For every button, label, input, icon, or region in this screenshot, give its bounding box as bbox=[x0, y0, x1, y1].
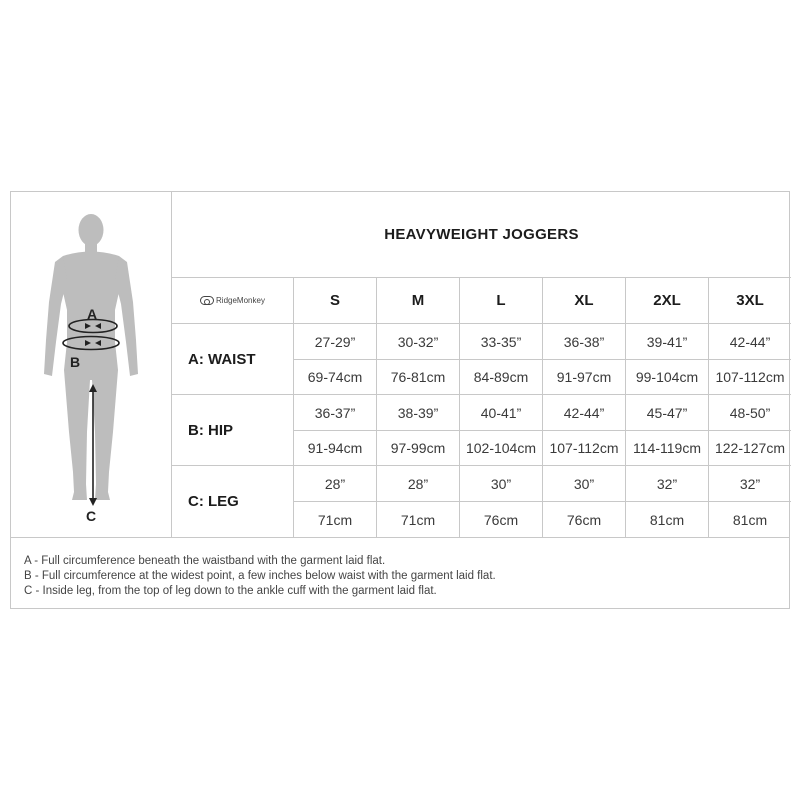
brand-logo bbox=[200, 296, 265, 305]
waist-inches-xl: 36-38” bbox=[543, 324, 626, 360]
hip-cm-2xl: 114-119cm bbox=[626, 431, 709, 466]
size-table-area bbox=[172, 192, 791, 537]
body-figure bbox=[11, 192, 172, 537]
hip-inches-s: 36-37” bbox=[294, 395, 377, 431]
size-header-3xl: 3XL bbox=[709, 278, 791, 324]
hip-inches-m: 38-39” bbox=[377, 395, 460, 431]
leg-cm-m: 71cm bbox=[377, 502, 460, 537]
row-label-waist: A: WAIST bbox=[172, 324, 294, 395]
body-figure-panel bbox=[11, 192, 172, 537]
size-header-xl: XL bbox=[543, 278, 626, 324]
waist-cm-s: 69-74cm bbox=[294, 360, 377, 395]
hip-cm-s: 91-94cm bbox=[294, 431, 377, 466]
leg-cm-s: 71cm bbox=[294, 502, 377, 537]
row-label-leg: C: LEG bbox=[172, 466, 294, 537]
leg-inches-l: 30” bbox=[460, 466, 543, 502]
leg-inches-2xl: 32” bbox=[626, 466, 709, 502]
waist-inches-2xl: 39-41” bbox=[626, 324, 709, 360]
waist-cm-m: 76-81cm bbox=[377, 360, 460, 395]
brand-logo-cell bbox=[172, 278, 294, 324]
hip-cm-3xl: 122-127cm bbox=[709, 431, 791, 466]
label-a: A bbox=[86, 306, 98, 322]
measurement-notes bbox=[11, 537, 789, 609]
hip-inches-l: 40-41” bbox=[460, 395, 543, 431]
size-header-m: M bbox=[377, 278, 460, 324]
hip-cm-m: 97-99cm bbox=[377, 431, 460, 466]
waist-inches-s: 27-29” bbox=[294, 324, 377, 360]
waist-cm-3xl: 107-112cm bbox=[709, 360, 791, 395]
label-c: C bbox=[85, 508, 97, 524]
size-table bbox=[172, 278, 791, 537]
hip-inches-3xl: 48-50” bbox=[709, 395, 791, 431]
note-leg: C - Inside leg, from the top of leg down to the ankle cuff with the garment laid flat. bbox=[24, 585, 437, 597]
ridgemonkey-logo-icon bbox=[200, 296, 214, 305]
note-waist: A - Full circumference beneath the waistband with the garment laid flat. bbox=[24, 555, 386, 567]
leg-cm-l: 76cm bbox=[460, 502, 543, 537]
leg-cm-2xl: 81cm bbox=[626, 502, 709, 537]
note-hip: B - Full circumference at the widest point, a few inches below waist with the garment laid flat. bbox=[24, 570, 496, 582]
hip-inches-2xl: 45-47” bbox=[626, 395, 709, 431]
waist-inches-l: 33-35” bbox=[460, 324, 543, 360]
leg-inches-m: 28” bbox=[377, 466, 460, 502]
size-header-l: L bbox=[460, 278, 543, 324]
chart-title: HEAVYWEIGHT JOGGERS bbox=[172, 192, 791, 278]
hip-cm-l: 102-104cm bbox=[460, 431, 543, 466]
body-silhouette bbox=[44, 214, 138, 500]
leg-inches-xl: 30” bbox=[543, 466, 626, 502]
size-chart bbox=[10, 191, 790, 609]
waist-inches-3xl: 42-44” bbox=[709, 324, 791, 360]
leg-cm-3xl: 81cm bbox=[732, 511, 768, 528]
waist-cm-2xl: 99-104cm bbox=[626, 360, 709, 395]
hip-inches-xl: 42-44” bbox=[543, 395, 626, 431]
row-label-hip: B: HIP bbox=[172, 395, 294, 466]
leg-cm-xl: 76cm bbox=[543, 502, 626, 537]
hip-cm-xl: 107-112cm bbox=[543, 431, 626, 466]
leg-inches-s: 28” bbox=[294, 466, 377, 502]
waist-inches-m: 30-32” bbox=[377, 324, 460, 360]
size-header-2xl: 2XL bbox=[626, 278, 709, 324]
size-header-s: S bbox=[294, 278, 377, 324]
brand-logo-text: RidgeMonkey bbox=[216, 296, 265, 305]
waist-cm-xl: 91-97cm bbox=[543, 360, 626, 395]
label-b: B bbox=[69, 354, 81, 370]
leg-inches-3xl: 32” bbox=[709, 466, 791, 502]
waist-cm-l: 84-89cm bbox=[460, 360, 543, 395]
